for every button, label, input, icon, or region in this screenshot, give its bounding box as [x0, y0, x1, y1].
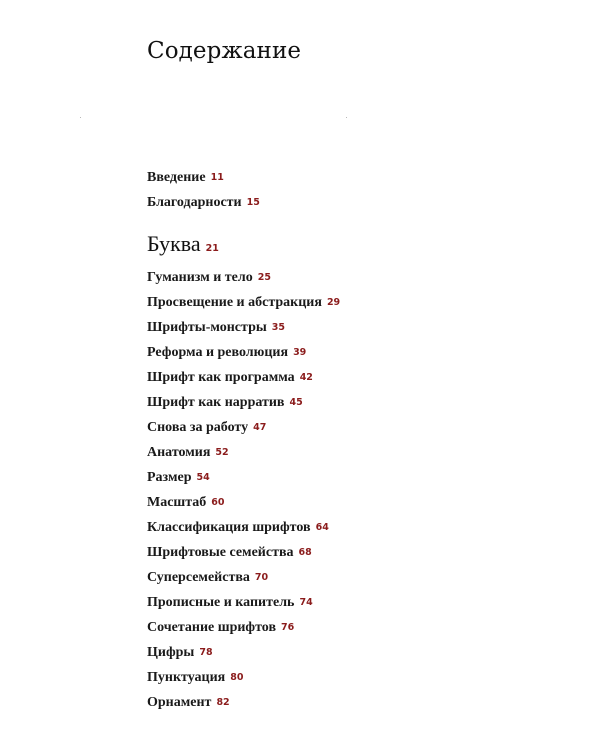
page-title: Содержание: [147, 38, 302, 64]
toc-page-number: 64: [315, 522, 329, 533]
toc-entry-label: Снова за работу: [147, 420, 249, 435]
toc-page-number: 80: [230, 672, 244, 683]
toc-section-heading: [147, 231, 219, 257]
toc-entry-label: Реформа и революция: [147, 345, 289, 360]
toc-entry: [147, 170, 224, 187]
toc-page-number: 74: [299, 597, 313, 608]
toc-page-number: 11: [210, 172, 224, 183]
toc-entry: [147, 445, 229, 462]
toc-entry-label: Шрифт как программа: [147, 370, 295, 385]
toc-entry-label: Шрифтовые семейства: [147, 545, 294, 560]
toc-entry-label: Классификация шрифтов: [147, 520, 311, 535]
toc-page-number: 60: [211, 497, 225, 508]
section-page-number: 21: [205, 243, 219, 254]
toc-entry: [147, 595, 313, 612]
toc-page-number: 25: [257, 272, 271, 283]
toc-page-number: 54: [196, 472, 210, 483]
toc-page-number: 35: [271, 322, 286, 333]
toc-entry: [147, 270, 271, 287]
toc-page-number: 15: [246, 197, 260, 208]
toc-entry-label: Прописные и капитель: [147, 595, 295, 610]
toc-entry: [147, 370, 313, 387]
toc-entry: [147, 645, 213, 662]
toc-entry-label: Гуманизм и тело: [147, 270, 253, 285]
toc-page-number: 68: [298, 547, 312, 558]
toc-entry: [147, 345, 306, 362]
toc-entry-label: Благодарности: [147, 195, 242, 210]
toc-entry: [147, 520, 329, 537]
toc-entry: [147, 570, 268, 587]
toc-entry: [147, 620, 294, 637]
toc-entry: [147, 695, 230, 712]
toc-entry-label: Введение: [147, 170, 206, 185]
toc-page-number: 47: [253, 422, 267, 433]
toc-entry-label: Шрифты-монстры: [147, 320, 267, 335]
toc-entry: [147, 395, 303, 412]
toc-entry: [147, 320, 285, 337]
toc-entry: [147, 545, 312, 562]
toc-page-number: 78: [199, 647, 213, 658]
toc-entry-label: Пунктуация: [147, 670, 226, 685]
toc-page-number: 70: [254, 572, 269, 583]
toc-page-number: 29: [326, 297, 341, 308]
print-mark-right: [346, 117, 347, 118]
toc-entry-label: Суперсемейства: [147, 570, 250, 585]
toc-page-number: 45: [289, 397, 303, 408]
print-mark-left: [80, 117, 81, 118]
toc-entry-label: Шрифт как нарратив: [147, 395, 285, 410]
toc-entry: [147, 670, 243, 687]
toc-entry-label: Размер: [147, 470, 192, 485]
toc-entry-label: Сочетание шрифтов: [147, 620, 277, 635]
toc-entry-label: Просвещение и абстракция: [147, 295, 322, 310]
toc-entry-label: Цифры: [147, 645, 195, 660]
toc-entry: [147, 495, 225, 512]
toc-page-number: 39: [293, 347, 307, 358]
toc-entry-label: Анатомия: [147, 445, 211, 460]
toc-entry: [147, 195, 260, 212]
toc-entry-label: Орнамент: [147, 695, 212, 710]
toc-page-number: 42: [299, 372, 313, 383]
toc-page-number: 76: [281, 622, 295, 633]
toc-entry: [147, 295, 340, 312]
toc-entry: [147, 420, 266, 437]
toc-entry: [147, 470, 210, 487]
toc-page-number: 82: [216, 697, 230, 708]
toc-entry-label: Масштаб: [147, 495, 207, 510]
toc-page-number: 52: [215, 447, 229, 458]
section-title: Буква: [147, 231, 201, 256]
